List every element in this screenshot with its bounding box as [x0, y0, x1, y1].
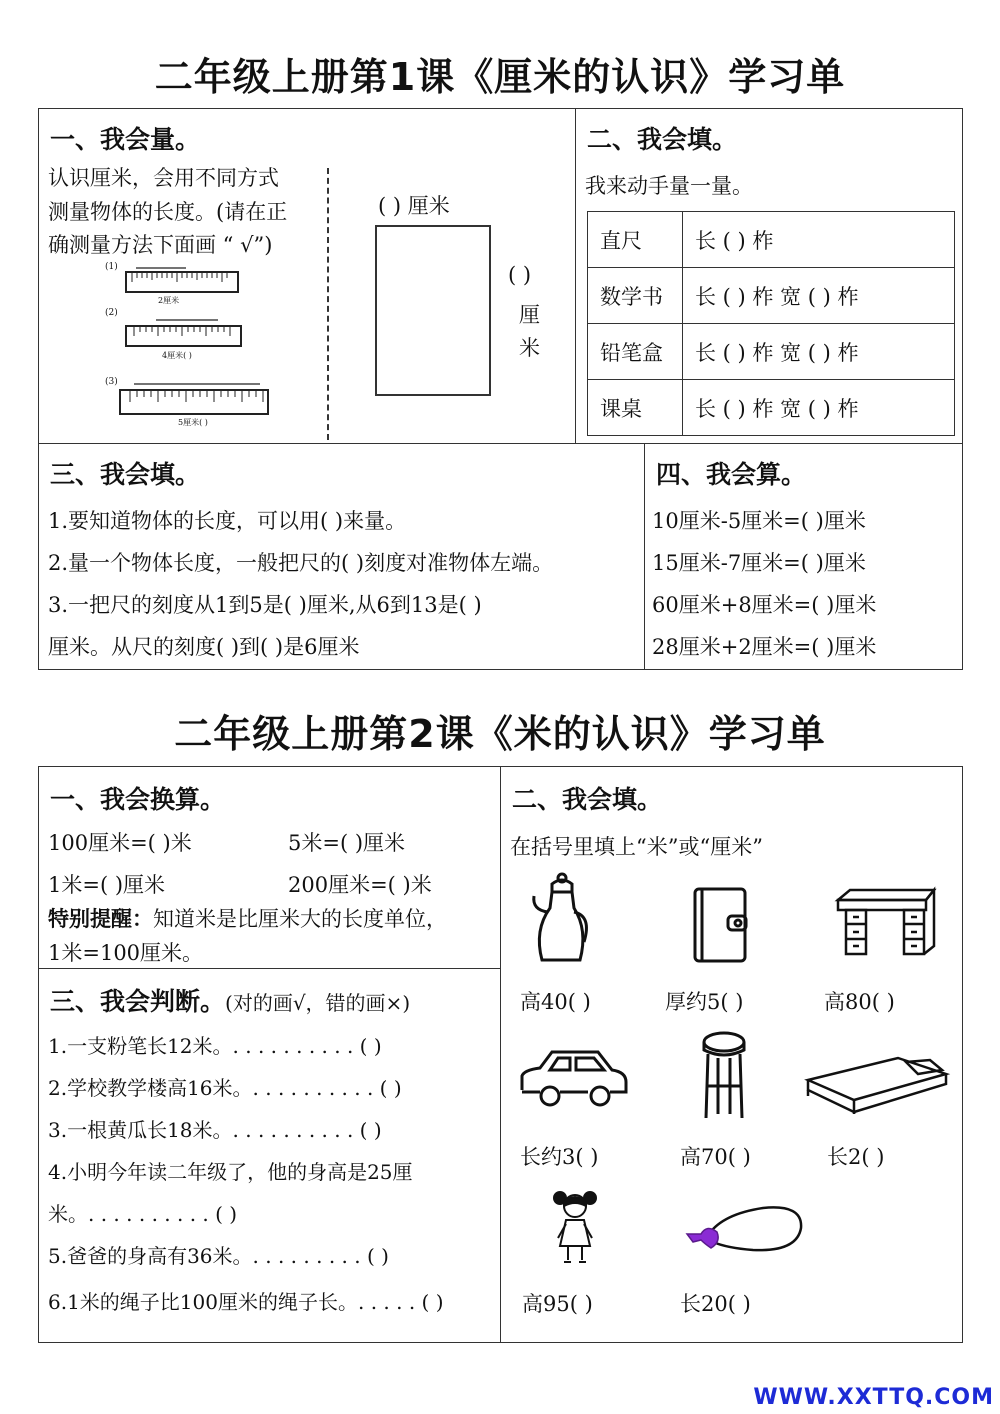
lesson2-divider-v — [500, 766, 501, 1343]
lesson2-title: 二年级上册第2课《米的认识》学习单 — [174, 712, 826, 756]
l2-s1-line2a[interactable]: 1米=( )厘米 — [48, 873, 166, 897]
tip-text: 知道米是比厘米大的长度单位， — [153, 907, 447, 931]
l1-s1-heading: 一、我会量。 — [50, 125, 201, 154]
item-label-stool[interactable]: 高70( ) — [680, 1145, 751, 1169]
l1-s4-line-3[interactable]: 60厘米+8厘米=( )厘米 — [652, 593, 877, 617]
l1-s3-heading: 三、我会填。 — [50, 460, 201, 489]
rect-side-li: 厘 — [519, 303, 540, 327]
ruler-label-3: (3) — [105, 377, 118, 387]
item-label-desk[interactable]: 高80( ) — [824, 990, 895, 1014]
car-icon — [518, 1048, 630, 1112]
rect-top-label: ( ) 厘米 — [378, 194, 450, 218]
l2-s1-line1a[interactable]: 100厘米=( )米 — [48, 831, 192, 855]
ruler-caption-3: 5厘米( ) — [178, 418, 208, 427]
girl-icon — [554, 1190, 596, 1266]
ruler-label-1: (1) — [105, 262, 118, 272]
book-icon — [692, 886, 750, 964]
ruler-1-icon — [126, 268, 246, 308]
l1-s1-desc-2: 测量物体的长度。(请在正 — [48, 200, 288, 224]
l2-s3-heading-note: (对的画√，错的画×) — [225, 991, 411, 1015]
l2-s3-line-4b[interactable]: 米。. . . . . . . . . . ( ) — [48, 1202, 238, 1226]
l2-s3-line-3[interactable]: 3.一根黄瓜长18米。. . . . . . . . . . ( ) — [48, 1118, 382, 1142]
l1-s4-line-4[interactable]: 28厘米+2厘米=( )厘米 — [652, 635, 877, 659]
bed-icon — [806, 1056, 952, 1114]
desk-icon — [836, 888, 936, 960]
tip-label: 特别提醒： — [48, 907, 153, 931]
l2-s2-heading: 二、我会填。 — [512, 785, 663, 814]
stool-icon — [700, 1030, 750, 1122]
lesson1-divider-h — [38, 443, 963, 444]
table-item: 铅笔盒 — [588, 324, 683, 380]
l1-s4-line-2[interactable]: 15厘米-7厘米=( )厘米 — [652, 551, 866, 575]
table-item: 课桌 — [588, 380, 683, 436]
table-row — [588, 268, 955, 324]
l1-s4-line-1[interactable]: 10厘米-5厘米=( )厘米 — [652, 509, 866, 533]
l2-s1-line2b[interactable]: 200厘米=( )米 — [288, 873, 432, 897]
l2-s3-heading-row — [50, 982, 410, 1018]
table-row — [588, 324, 955, 380]
l2-s3-heading: 三、我会判断。 — [50, 987, 226, 1016]
l2-s1-line1b[interactable]: 5米=( )厘米 — [288, 831, 406, 855]
item-label-teapot[interactable]: 高40( ) — [520, 990, 591, 1014]
l1-s3-line-4[interactable]: 厘米。从尺的刻度( )到( )是6厘米 — [48, 635, 360, 659]
teapot-icon — [528, 872, 594, 964]
measure-rectangle — [375, 225, 491, 396]
lesson1-divider-v1 — [575, 108, 576, 443]
watermark: WWW.XXTTQ.COM — [753, 1385, 994, 1410]
l2-s3-line-5[interactable]: 5.爸爸的身高有36米。. . . . . . . . . ( ) — [48, 1244, 389, 1268]
l2-s3-line-6[interactable]: 6.1米的绳子比100厘米的绳子长。. . . . . ( ) — [48, 1290, 444, 1314]
table-item: 直尺 — [588, 212, 683, 268]
l2-s3-line-1[interactable]: 1.一支粉笔长12米。. . . . . . . . . . ( ) — [48, 1034, 382, 1058]
ruler-caption-2: 4厘米( ) — [162, 351, 192, 360]
item-label-car[interactable]: 长约3( ) — [520, 1145, 599, 1169]
table-fill[interactable]: 长 ( ) 柞 — [683, 212, 955, 268]
l1-s3-line-3[interactable]: 3.一把尺的刻度从1到5是( )厘米,从6到13是( ) — [48, 593, 482, 617]
l1-s4-heading: 四、我会算。 — [656, 460, 807, 489]
ruler-label-2: (2) — [105, 308, 118, 318]
l1-s2-intro: 我来动手量一量。 — [585, 174, 753, 198]
l2-s2-intro: 在括号里填上“米”或“厘米” — [510, 835, 763, 859]
l2-s1-tip — [48, 903, 447, 933]
measure-table — [587, 211, 955, 436]
l1-s3-line-1[interactable]: 1.要知道物体的长度，可以用( )来量。 — [48, 509, 407, 533]
table-fill[interactable]: 长 ( ) 柞 宽 ( ) 柞 — [683, 324, 955, 380]
ruler-3-icon — [120, 382, 270, 422]
table-row — [588, 212, 955, 268]
l1-s1-desc-3: 确测量方法下面画 “ √”) — [48, 233, 273, 257]
l2-s3-line-2[interactable]: 2.学校教学楼高16米。. . . . . . . . . . ( ) — [48, 1076, 402, 1100]
item-label-eggplant[interactable]: 长20( ) — [680, 1292, 751, 1316]
l1-s1-dashed-divider — [327, 168, 329, 440]
item-label-girl[interactable]: 高95( ) — [522, 1292, 593, 1316]
l1-s2-heading: 二、我会填。 — [587, 125, 738, 154]
item-label-bed[interactable]: 长2( ) — [827, 1145, 885, 1169]
l2-s1-tip2: 1米=100厘米。 — [48, 941, 204, 965]
table-fill[interactable]: 长 ( ) 柞 宽 ( ) 柞 — [683, 380, 955, 436]
eggplant-icon — [683, 1204, 807, 1256]
table-row — [588, 380, 955, 436]
rect-side-mi: 米 — [519, 336, 540, 360]
l1-s3-line-2[interactable]: 2.量一个物体长度，一般把尺的( )刻度对准物体左端。 — [48, 551, 554, 575]
table-fill[interactable]: 长 ( ) 柞 宽 ( ) 柞 — [683, 268, 955, 324]
item-label-book[interactable]: 厚约5( ) — [665, 990, 744, 1014]
l1-s1-desc-1: 认识厘米，会用不同方式 — [48, 166, 279, 190]
l2-s3-line-4[interactable]: 4.小明今年读二年级了，他的身高是25厘 — [48, 1160, 413, 1184]
lesson1-title: 二年级上册第1课《厘米的认识》学习单 — [154, 55, 846, 99]
ruler-caption-1: 2厘米 — [158, 296, 180, 305]
lesson1-divider-v2 — [644, 443, 645, 670]
lesson2-divider-h — [38, 968, 500, 969]
table-item: 数学书 — [588, 268, 683, 324]
l2-s1-heading: 一、我会换算。 — [50, 785, 226, 814]
rect-side-paren: ( ) — [508, 263, 532, 287]
